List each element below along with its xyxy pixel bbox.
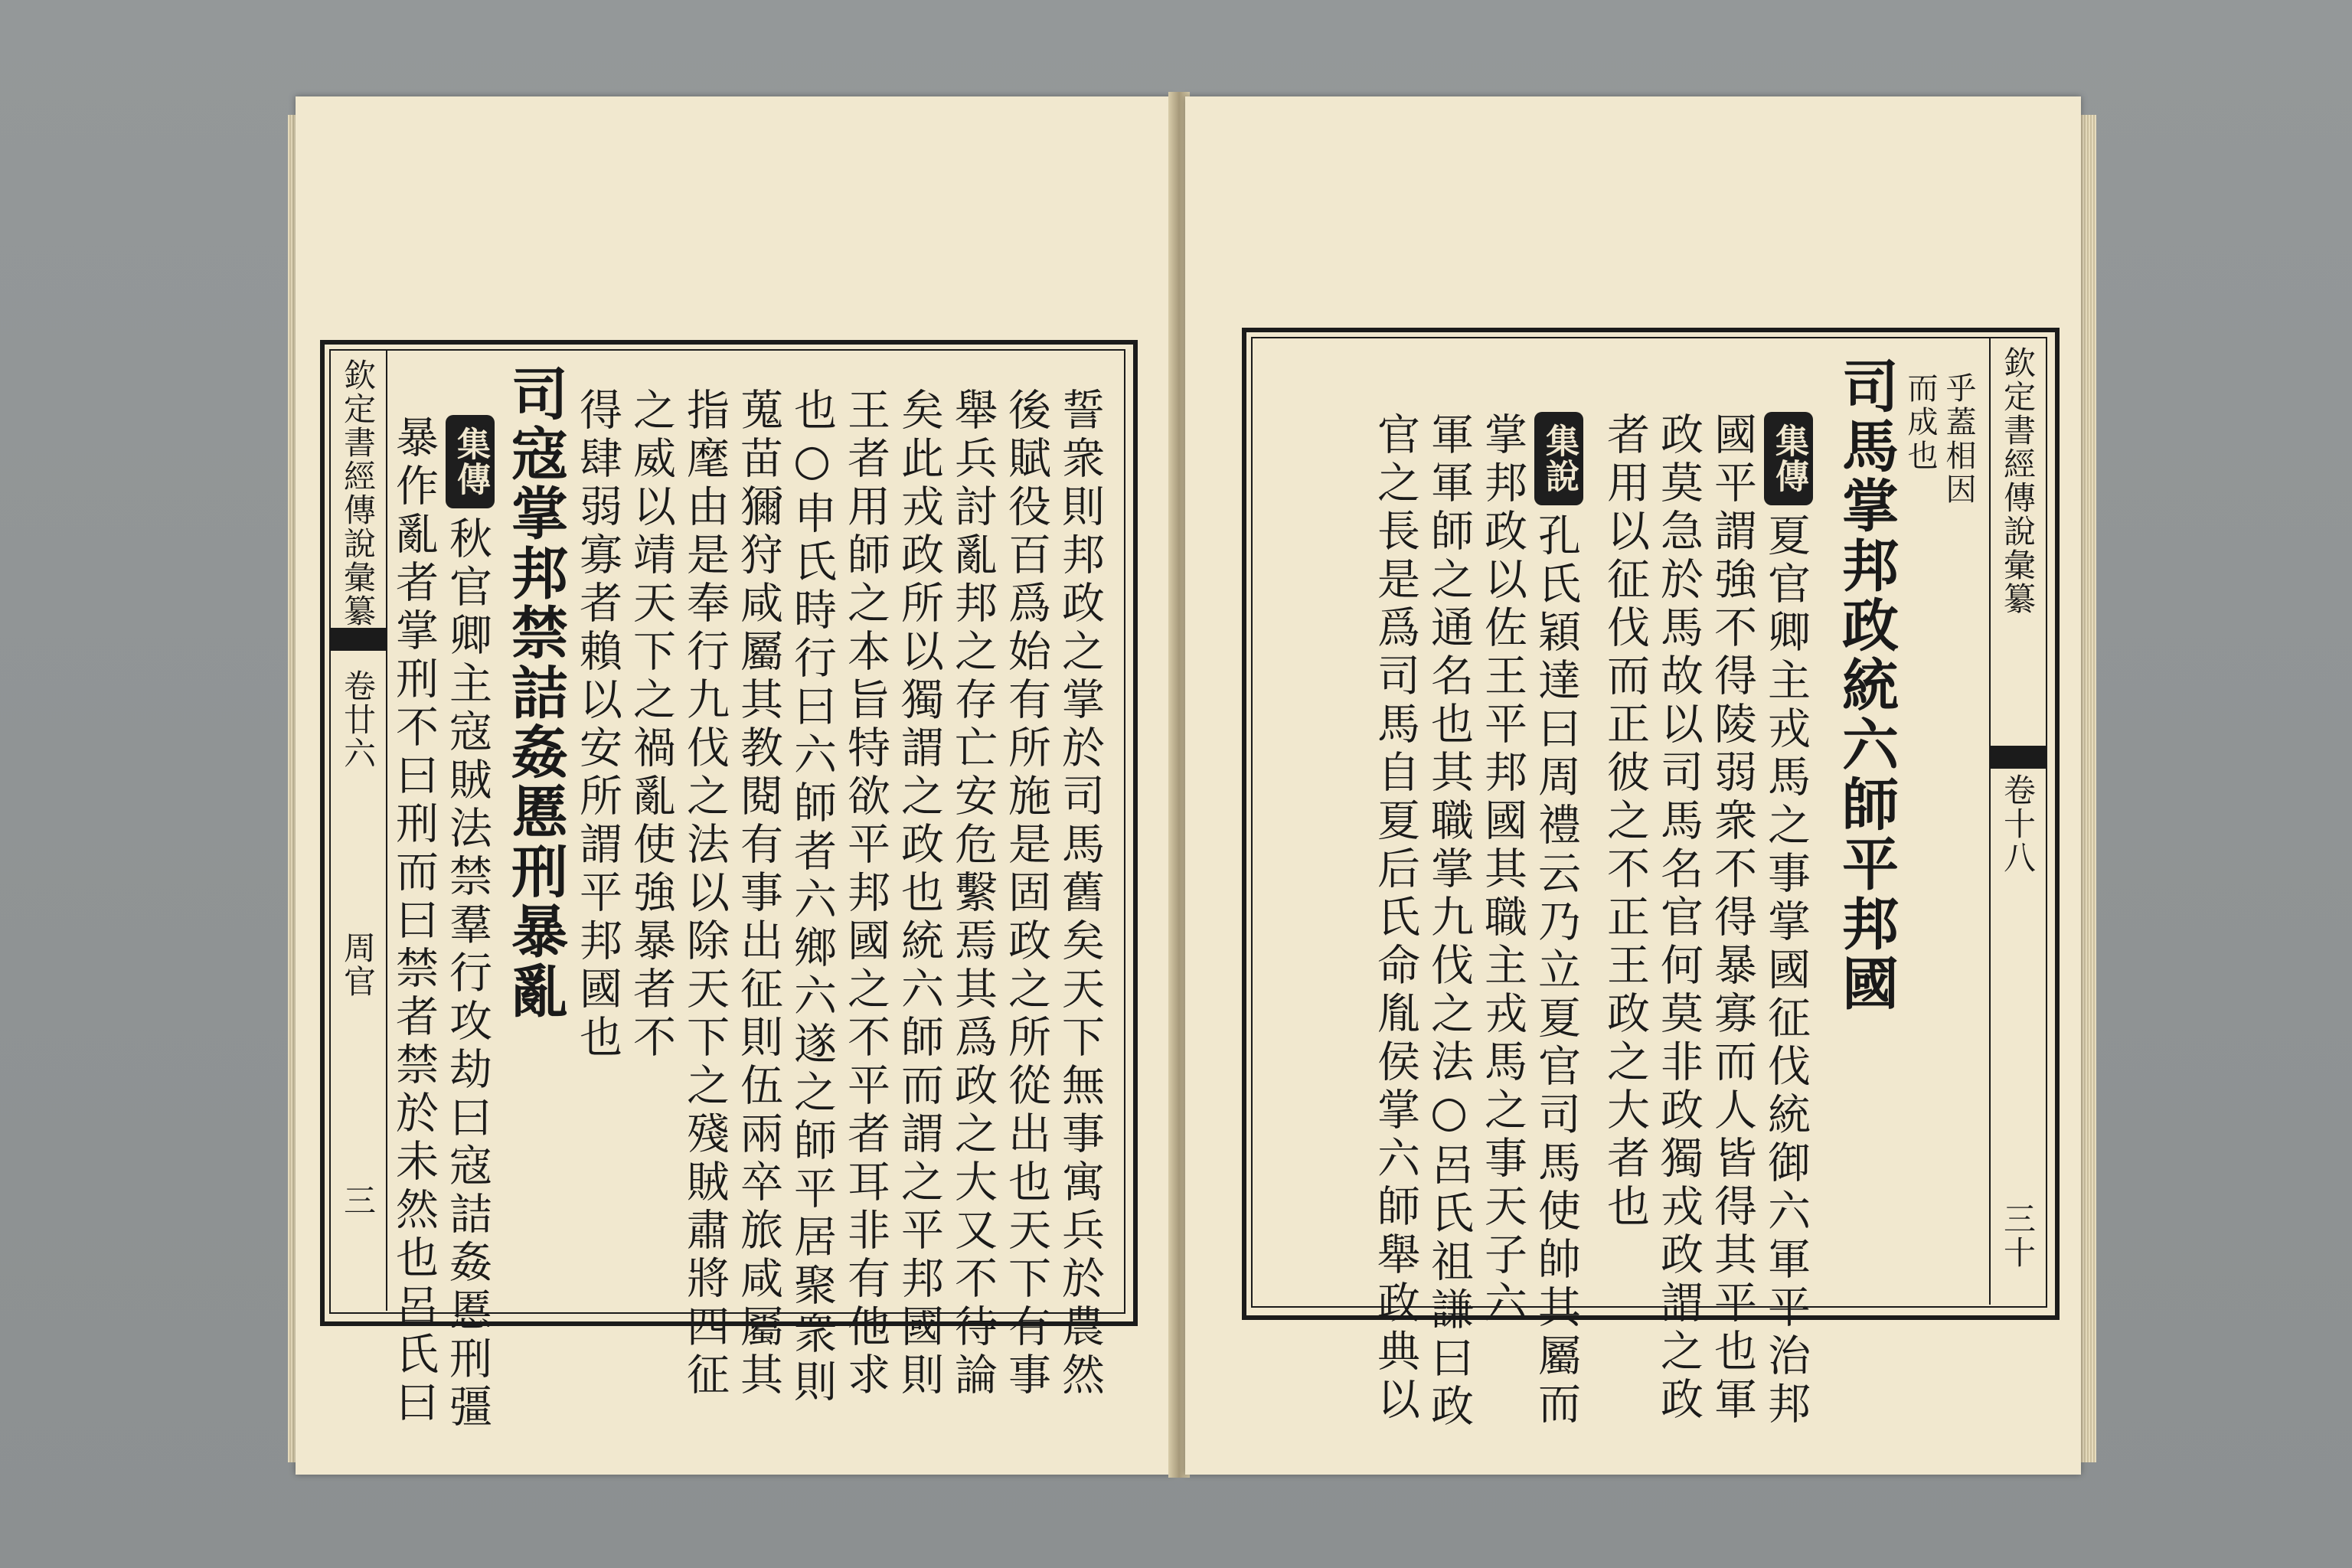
left-folio-number: 三	[339, 1184, 377, 1217]
left-section-label: 周官	[339, 931, 377, 998]
text-column: 舉兵討亂邦之存亡安危繫焉其爲政之大又不待論	[948, 387, 998, 1400]
commentary-column: 孔氏穎達曰周禮云乃立夏官司馬使帥其屬而	[1531, 513, 1581, 1429]
right-book-title: 欽定書經傳說彙纂	[1999, 346, 2037, 616]
right-folio-number: 三十	[1999, 1202, 2037, 1269]
left-page	[296, 96, 1173, 1475]
commentary-column: 暴作亂者掌刑不曰刑而曰禁者禁於未然也呂氏曰	[389, 415, 439, 1428]
text-column: 得肆弱寡者賴以安所謂平邦國也	[573, 387, 622, 1063]
text-column: 指麾由是奉行九伐之法以除天下之殘賊肅將四征	[680, 387, 730, 1400]
commentary-column: 掌邦政以佐王平邦國其職主戎馬之事天子六	[1478, 412, 1527, 1328]
text-column: 誓衆則邦政之掌於司馬舊矣天下無事寓兵於農然	[1055, 387, 1105, 1400]
continuation-text: 而成也	[1903, 372, 1938, 473]
right-page	[1185, 96, 2081, 1475]
text-column: 蒐苗獮狩咸屬其教閱有事出征則伍兩卒旅咸屬其	[733, 387, 783, 1400]
commentary-column: 官之長是爲司馬自夏后氏命胤侯掌六師舉政典以	[1370, 412, 1420, 1425]
commentary-column: 政莫急於馬故以司馬名官何莫非政獨戎政謂之政	[1654, 412, 1704, 1425]
continuation-text: 乎蓋相因	[1941, 372, 1976, 507]
text-column: 之威以靖天下之禍亂使強暴者不	[626, 387, 676, 1063]
commentary-column: 者用以征伐而正彼之不正王政之大者也	[1600, 412, 1650, 1232]
jizhuan-badge: 集傳	[1764, 412, 1813, 505]
commentary-column: 夏官卿主戎馬之事掌國征伐統御六軍平治邦	[1761, 513, 1811, 1429]
commentary-column: 秋官卿主寇賊法禁羣行攻劫曰寇詰姦慝刑彊	[443, 516, 492, 1432]
text-column: 後賦役百爲始有所施是固政之所從出也天下有事	[1001, 387, 1051, 1400]
commentary-column: 國平謂強不得陵弱衆不得暴寡而人皆得其平也軍	[1707, 412, 1757, 1425]
section-heading: 司寇掌邦禁詰姦慝刑暴亂	[502, 364, 568, 1021]
commentary-column: 軍軍師之通名也其職掌九伐之法○呂氏祖謙曰政	[1424, 412, 1474, 1432]
left-book-title: 欽定書經傳說彙纂	[339, 358, 377, 628]
jishuo-badge: 集說	[1534, 412, 1583, 505]
text-column: 王者用師之本旨特欲平邦國之不平者耳非有他求	[841, 387, 890, 1400]
jizhuan-badge: 集傳	[446, 415, 495, 508]
right-page-edge	[2079, 115, 2096, 1462]
right-volume-label: 卷十八	[1999, 773, 2037, 874]
left-fishtail-mark	[331, 628, 386, 651]
left-margin-column	[329, 349, 387, 1311]
left-volume-label: 卷廿六	[339, 669, 377, 770]
right-margin-column	[1989, 337, 2047, 1305]
section-heading: 司馬掌邦政統六師平邦國	[1833, 357, 1899, 1014]
right-fishtail-mark	[1991, 746, 2046, 769]
text-column: 矣此戎政所以獨謂之政也統六師而謂之平邦國則	[894, 387, 944, 1400]
text-column: 也○申氏時行曰六師者六鄉六遂之師平居聚衆則	[787, 387, 837, 1407]
